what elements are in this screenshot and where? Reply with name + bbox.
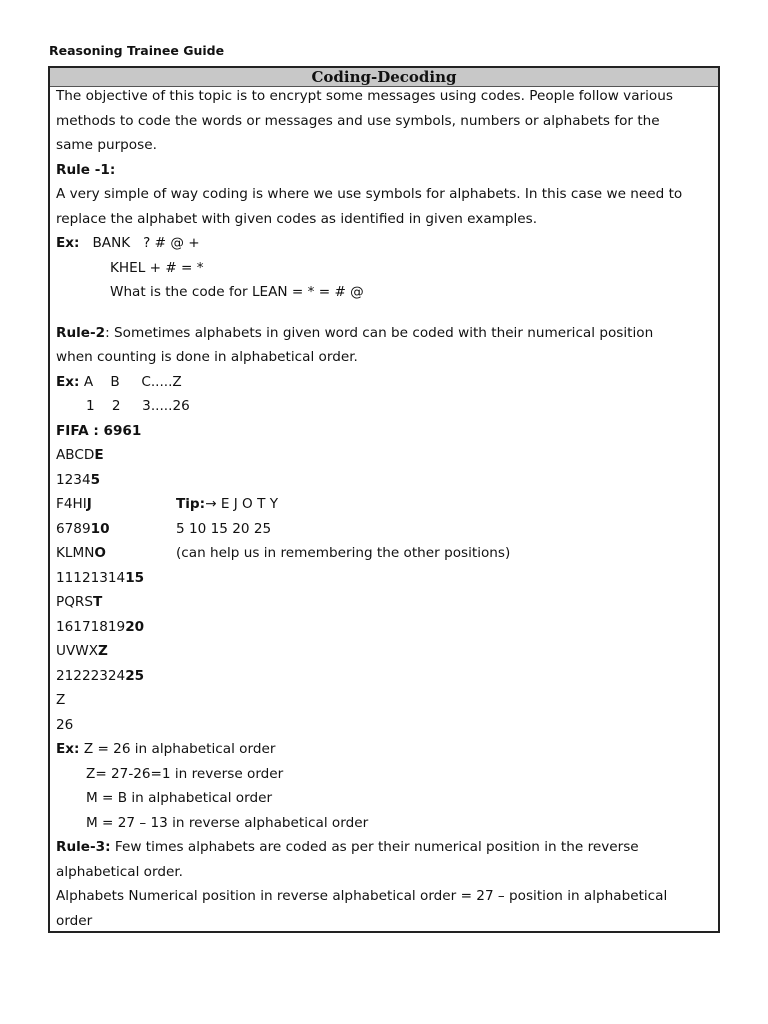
- tip-numbers: 5 10 15 20 25: [176, 520, 272, 537]
- rule2-example: 1 2 3.....26: [86, 398, 190, 414]
- rule1-desc: replace the alphabet with given codes as identified in given examples.: [56, 210, 538, 227]
- rule2-desc: Rule-2: Sometimes alphabets in given word can be coded with their numerical position: [56, 324, 654, 341]
- rule2-example2: Z= 27-26=1 in reverse order: [86, 765, 284, 782]
- rule2-example2: M = 27 – 13 in reverse alphabetical order: [86, 814, 369, 831]
- rule3-desc: Alphabets Numerical position in reverse alphabetical order = 27 – position in alphabetical: [56, 888, 668, 904]
- letter-group: PQRST: [56, 594, 103, 610]
- section-title: Coding-Decoding: [50, 68, 718, 87]
- number-group: 1112131415: [56, 569, 145, 586]
- rule3-desc: alphabetical order.: [56, 863, 184, 880]
- letter-group: KLMNO (can help us in remembering the other positions): [56, 545, 511, 561]
- rule1-heading: Rule -1:: [56, 161, 116, 178]
- fifa-example: FIFA : 6961: [56, 422, 142, 439]
- rule1-example: KHEL + # = *: [110, 259, 204, 276]
- letter-group: ABCDE: [56, 447, 104, 463]
- rule3-desc: Rule-3: Few times alphabets are coded as per their numerical position in the reverse: [56, 839, 639, 855]
- intro-line: methods to code the words or messages and use symbols, numbers or alphabets for the: [56, 112, 660, 129]
- section-body: [50, 87, 718, 936]
- rule2-example2: Ex: Z = 26 in alphabetical order: [56, 741, 276, 757]
- number-group: 678910 5 10 15 20 25: [56, 520, 272, 537]
- letter-group: F4HIJ Tip:→ E J O T Y: [56, 496, 279, 512]
- rule3-desc: order: [56, 912, 93, 929]
- number-group: 2122232425: [56, 667, 145, 684]
- rule1-desc: A very simple of way coding is where we use symbols for alphabets. In this case we need to: [56, 186, 683, 202]
- rule2-example2: M = B in alphabetical order: [86, 790, 273, 806]
- rule1-example: Ex: BANK ? # @ +: [56, 235, 200, 251]
- rule2-example: Ex: A B C.....Z: [56, 373, 182, 390]
- content-box: [48, 66, 720, 933]
- tip: Tip:→ E J O T Y: [176, 496, 279, 512]
- intro-line: same purpose.: [56, 137, 157, 153]
- letter-group: UVWXZ: [56, 643, 108, 659]
- rule2-desc: when counting is done in alphabetical order.: [56, 349, 358, 365]
- number-group: 12345: [56, 471, 101, 488]
- guide-title: Reasoning Trainee Guide: [49, 43, 225, 58]
- intro-line: The objective of this topic is to encrypt some messages using codes. People follow various: [56, 88, 673, 104]
- number-group: 1617181920: [56, 618, 145, 635]
- letter-group: Z: [56, 692, 66, 708]
- tip-note: (can help us in remembering the other positions): [176, 545, 511, 561]
- number-group: 26: [56, 716, 74, 733]
- rule1-example: What is the code for LEAN = * = # @: [110, 284, 364, 300]
